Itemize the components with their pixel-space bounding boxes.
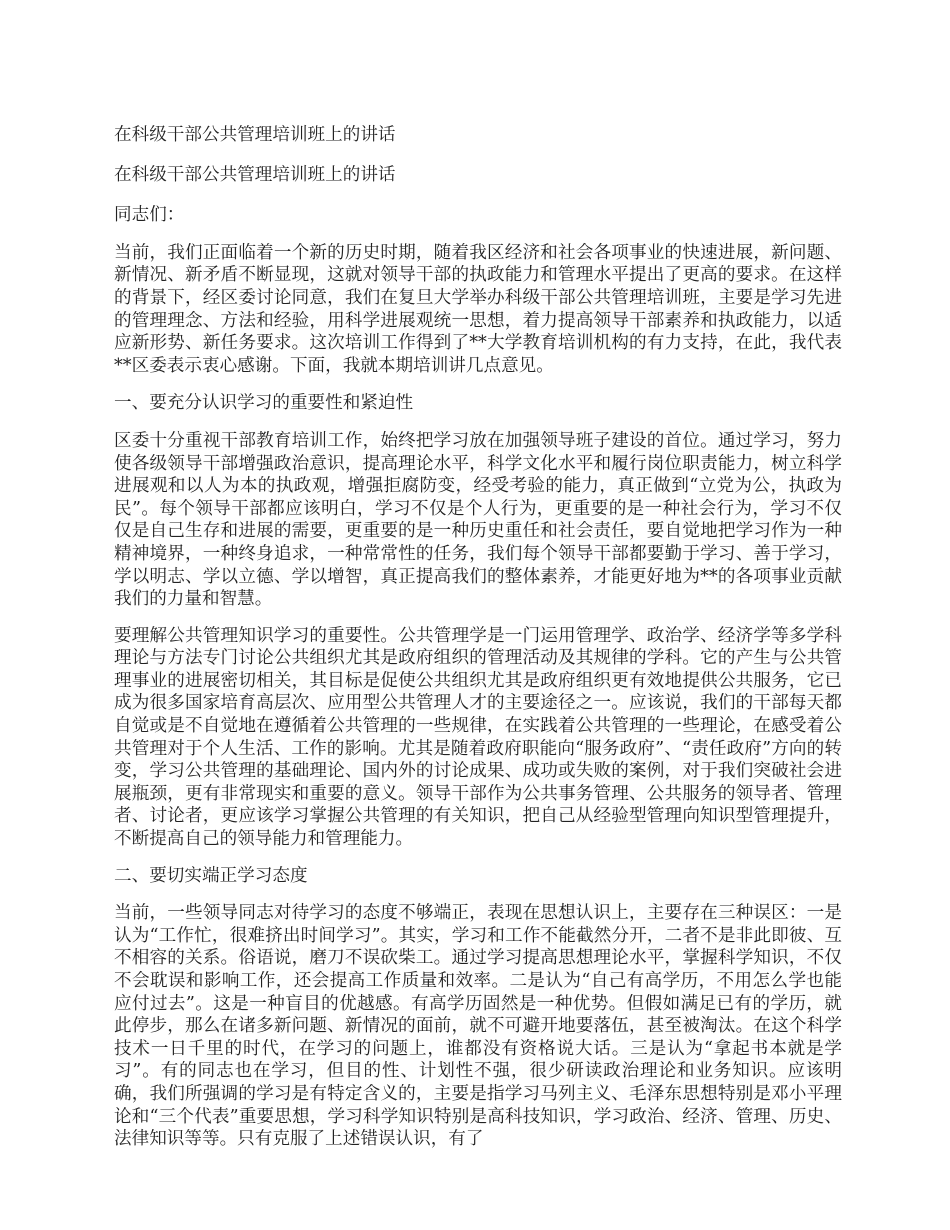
section-1-paragraph-2: 要理解公共管理知识学习的重要性。公共管理学是一门运用管理学、政治学、经济学等多学科理论与方法专门讨论公共组织尤其是政府组织的管理活动及其规律的学科。它的产生与公共管理事业的进展密切相关，其目标是促使公共组织尤其是政府组织更有效地提供公共服务，它已成为很多国家培育高层次、应用型公共管理人才的主要途径之一。应该说，我们的干部每天都自觉或是不自觉地在遵循着公共管理的一些规律，在实践着公共管理的一些理论，在感受着公共管理对于个人生活、工作的影响。尤其是随着政府职能向“服务政府”、“责任政府”方向的转变，学习公共管理的基础理论、国内外的讨论成果、成功或失败的案例，对于我们突破社会进展瓶颈，更有非常现实和重要的意义。领导干部作为公共事务管理、公共服务的领导者、管理者、讨论者，更应该学习掌握公共管理的有关知识，把自己从经验型管理向知识型管理提升，不断提高自己的领导能力和管理能力。 — [114, 625, 842, 850]
document-title: 在科级干部公共管理培训班上的讲话 — [114, 125, 396, 145]
document-subtitle: 在科级干部公共管理培训班上的讲话 — [114, 164, 396, 185]
section-1-paragraph-1: 区委十分重视干部教育培训工作，始终把学习放在加强领导班子建设的首位。通过学习，努力使各级领导干部增强政治意识，提高理论水平，科学文化水平和履行岗位职责能力，树立科学进展观和以人为本的执政观，增强拒腐防变，经受考验的能力，真正做到“立党为公，执政为民”。每个领导干部都应该明白，学习不仅是个人行为，更重要的是一种社会行为，学习不仅仅是自己生存和进展的需要，更重要的是一种历史重任和社会责任，要自觉地把学习作为一种精神境界，一种终身追求，一种常常性的任务，我们每个领导干部都要勤于学习、善于学习，学以明志、学以立德、学以增智，真正提高我们的整体素养，才能更好地为**的各项事业贡献我们的力量和智慧。 — [114, 430, 842, 610]
greeting: 同志们： — [114, 205, 185, 226]
intro-paragraph: 当前，我们正面临着一个新的历史时期，随着我区经济和社会各项事业的快速进展，新问题、新情况、新矛盾不断显现，这就对领导干部的执政能力和管理水平提出了更高的要求。在这样的背景下，经区委讨论同意，我们在复旦大学举办科级干部公共管理培训班，主要是学习先进的管理理念、方法和经验，用科学进展观统一思想，着力提高领导干部素养和执政能力，以适应新形势、新任务要求。这次培训工作得到了**大学教育培训机构的有力支持，在此，我代表**区委表示衷心感谢。下面，我就本期培训讲几点意见。 — [114, 242, 842, 376]
section-2-paragraph-1: 当前，一些领导同志对待学习的态度不够端正，表现在思想认识上，主要存在三种误区：一是认为“工作忙，很难挤出时间学习”。其实，学习和工作不能截然分开，二者不是非此即彼、互不相容的关系。俗语说，磨刀不误砍柴工。通过学习提高思想理论水平，掌握科学知识，不仅不会耽误和影响工作，还会提高工作质量和效率。二是认为“自己有高学历，不用怎么学也能应付过去”。这是一种盲目的优越感。有高学历固然是一种优势。但假如满足已有的学历，就此停步，那么在诸多新问题、新情况的面前，就不可避开地要落伍，甚至被淘汰。在这个科学技术一日千里的时代，在学习的问题上，谁都没有资格说大话。三是认为“拿起书本就是学习”。有的同志也在学习，但目的性、计划性不强，很少研读政治理论和业务知识。应该明确，我们所强调的学习是有特定含义的，主要是指学习马列主义、毛泽东思想特别是邓小平理论和“三个代表”重要思想，学习科学知识特别是高科技知识，学习政治、经济、管理、历史、法律知识等等。只有克服了上述错误认识，有了 — [114, 903, 842, 1150]
document-page — [114, 124, 842, 1165]
section-2-heading: 二、要切实端正学习态度 — [114, 865, 308, 886]
section-1-heading: 一、要充分认识学习的重要性和紧迫性 — [114, 393, 414, 414]
